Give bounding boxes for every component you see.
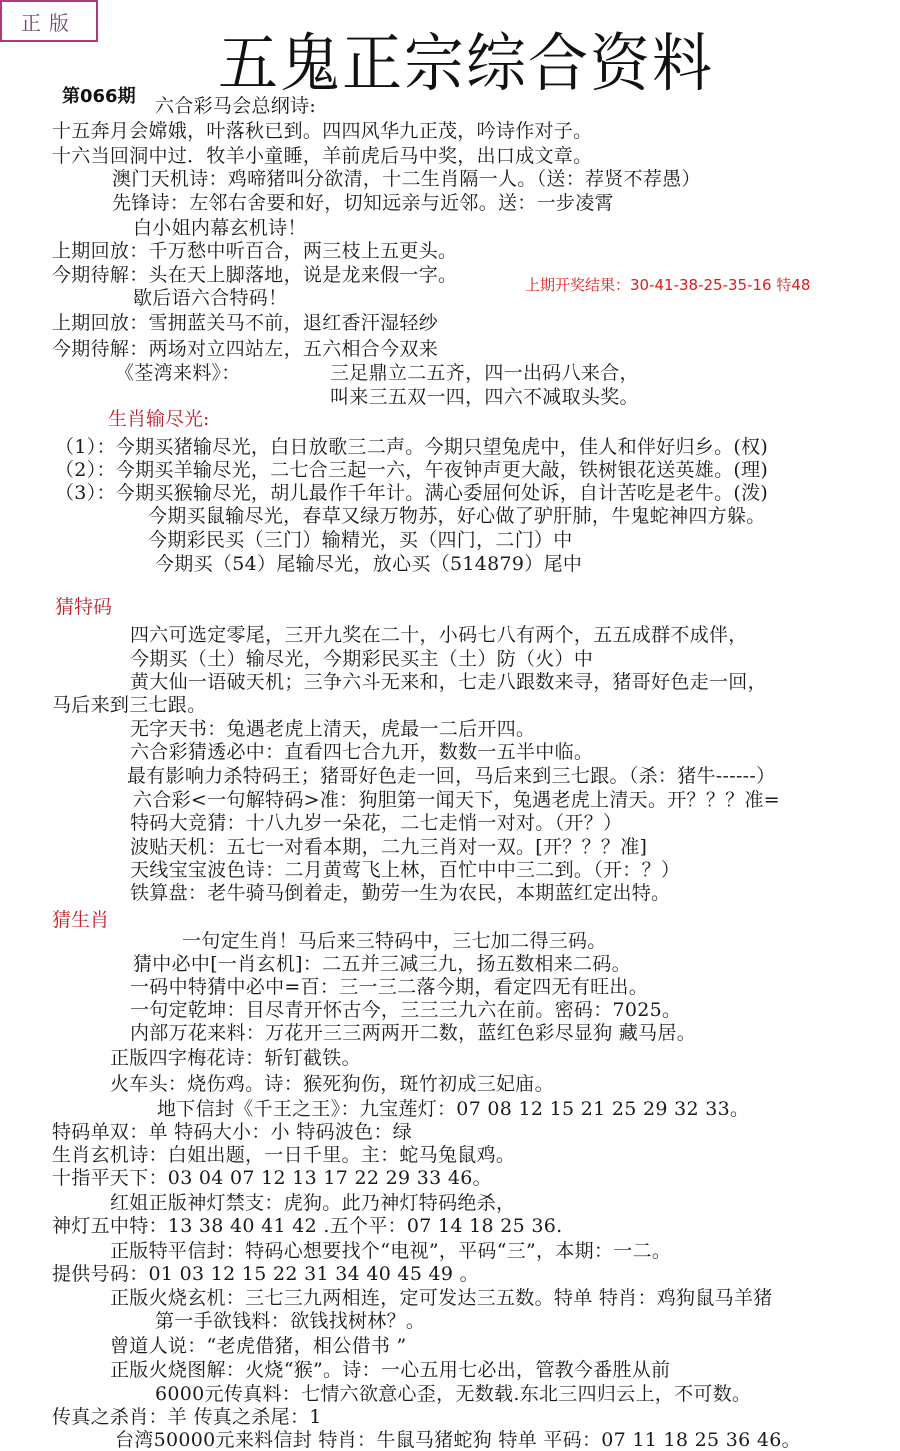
text-line: 第一手欲钱料：欲钱找树林？。	[155, 1310, 426, 1332]
text-line: 无字天书：兔遇老虎上清天，虎最一二后开四。	[130, 718, 536, 740]
text-line: 火车头：烧伤鸡。诗：猴死狗伤，斑竹初成三妃庙。	[110, 1073, 554, 1095]
text-line: 天线宝宝波色诗：二月黄莺飞上林，百忙中中三二到。（开：？）	[130, 859, 681, 881]
text-line: 波贴天机：五七一对看本期，二九三肖对一双。[开？？？准]	[130, 836, 648, 858]
text-line: 白小姐内幕玄机诗！	[133, 217, 307, 239]
text-line: 先锋诗：左邻右舍要和好，切知远亲与近邻。送：一步凌霄	[112, 192, 614, 214]
text-line: 曾道人说：“老虎借猪，相公借书 ”	[110, 1335, 407, 1357]
text-line: 十六当回洞中过．牧羊小童睡，羊前虎后马中奖，出口成文章。	[52, 145, 593, 167]
text-line: 今期待解：头在天上脚落地，说是龙来假一字。	[52, 264, 458, 286]
text-line: 叫来三五双一四，四六不减取头奖。	[330, 386, 639, 408]
section-heading: 猜特码	[55, 596, 113, 618]
text-line: 提供号码：01 03 12 15 22 31 34 40 45 49 。	[52, 1263, 479, 1285]
text-line: 铁算盘：老牛骑马倒着走，勤劳一生为农民，本期蓝红定出特。	[130, 882, 671, 904]
text-line: 十指平天下：03 04 07 12 13 17 22 29 33 46。	[52, 1167, 492, 1189]
issue-number: 第066期	[62, 86, 136, 107]
text-line: 三足鼎立二五齐，四一出码八来合，	[330, 362, 639, 384]
text-line: （2）：今期买羊输尽光，二七合三起一六，午夜钟声更大敲，铁树银花送英雄。(理)	[55, 459, 769, 481]
text-line: 四六可选定零尾，三开九奖在二十，小码七八有两个，五五成群不成伴，	[130, 624, 748, 646]
text-line: 生肖玄机诗：白姐出题，一日千里。主：蛇马兔鼠鸡。	[52, 1144, 516, 1166]
text-line: 最有影响力杀特码王；猪哥好色走一回，马后来到三七跟。（杀：猪牛------）	[127, 765, 776, 787]
text-line: 传真之杀肖：羊 传真之杀尾：1	[52, 1406, 322, 1428]
text-line: 地下信封《千王之王》：九宝莲灯：07 08 12 15 21 25 29 32 33。	[157, 1098, 750, 1120]
text-line: 今期待解：两场对立四站左，五六相合今双来	[52, 338, 439, 360]
text-line: 六合彩<一句解特码>准：狗胆第一闻天下，兔遇老虎上清天。开？？？准=	[133, 789, 780, 811]
text-line: 上期回放：雪拥蓝关马不前，退红香汗湿轻纱	[52, 312, 439, 334]
text-line: 今期彩民买（三门）输精光，买（四门，二门）中	[148, 529, 573, 551]
page-title: 五鬼正宗综合资料	[218, 27, 714, 102]
text-line: 六合彩猜透必中：直看四七合九开，数数一五半中临。	[130, 741, 594, 763]
text-line: 六合彩马会总纲诗:	[155, 95, 317, 117]
text-line: 正版火烧图解：火烧“猴”。诗：一心五用七必出，管教今番胜从前	[110, 1359, 671, 1381]
text-line: 正版特平信封：特码心想要找个“电视”，平码“三”，本期：一二。	[110, 1240, 672, 1262]
text-line: 正版火烧玄机：三七三九两相连，定可发达三五数。特单 特肖：鸡狗鼠马羊猪	[110, 1287, 773, 1309]
text-line: （1）：今期买猪输尽光，白日放歌三二声。今期只望兔虎中，佳人和伴好归乡。(权)	[55, 436, 769, 458]
text-line: 特码单双：单 特码大小：小 特码波色：绿	[52, 1121, 413, 1143]
last-draw-result: 上期开奖结果：30-41-38-25-35-16 特48	[525, 276, 811, 294]
text-line: 今期买（54）尾输尽光，放心买（514879）尾中	[155, 553, 583, 575]
text-line: 6000元传真料：七情六欲意心歪，无数载.东北三四归云上，不可数。	[155, 1383, 752, 1405]
text-line: 马后来到三七跟。	[52, 694, 207, 716]
section-heading: 猜生肖	[52, 909, 110, 931]
text-line: 一句定乾坤：目尽青开怀古今，三三三九六在前。密码：7025。	[130, 999, 682, 1021]
text-line: 今期买（土）输尽光，今期彩民买主（土）防（火）中	[130, 648, 594, 670]
text-line: 特码大竞猜：十八九岁一朵花，二七走悄一对对。（开？）	[130, 812, 623, 834]
text-line: 台湾50000元来料信封 特肖：牛鼠马猪蛇狗 特单 平码：07 11 18 25 36 46。	[115, 1429, 801, 1451]
text-line: 歇后语六合特码！	[133, 287, 288, 309]
text-line: 内部万花来料：万花开三三两两开二数，蓝红色彩尽显狗 藏马居。	[130, 1022, 697, 1044]
text-line: （3）：今期买猴输尽光，胡儿最作千年计。满心委屈何处诉，自计苦吃是老牛。(泼)	[55, 482, 769, 504]
text-line: 十五奔月会嫦娥，叶落秋已到。四四风华九正茂，吟诗作对子。	[52, 120, 593, 142]
text-line: 一句定生肖！马后来三特码中，三七加二得三码。	[182, 930, 607, 952]
text-line: 《荃湾来料》：	[115, 362, 241, 384]
genuine-badge: 正版	[0, 0, 98, 42]
text-line: 黄大仙一语破天机；三争六斗无来和，七走八跟数来寻，猪哥好色走一回，	[130, 671, 767, 693]
text-line: 上期回放：千万愁中听百合，两三枝上五更头。	[52, 240, 458, 262]
section-heading: 生肖输尽光:	[108, 408, 210, 430]
text-line: 神灯五中特：13 38 40 41 42 .五个平：07 14 18 25 36.	[52, 1215, 563, 1237]
text-line: 澳门天机诗：鸡啼猪叫分欲清，十二生肖隔一人。（送：荐贤不荐愚）	[112, 168, 701, 190]
text-line: 一码中特猜中必中=百：三一三二落今期，看定四无有旺出。	[130, 976, 649, 998]
text-line: 今期买鼠输尽光，春草又绿万物苏，好心做了驴肝肺，牛鬼蛇神四方躲。	[148, 505, 766, 527]
text-line: 猜中必中[一肖玄机]：二五并三减三九，扬五数相来二码。	[133, 953, 631, 975]
text-line: 红姐正版神灯禁支：虎狗。此乃神灯特码绝杀，	[110, 1192, 516, 1214]
text-line: 正版四字梅花诗：斩钉截铁。	[110, 1047, 361, 1069]
